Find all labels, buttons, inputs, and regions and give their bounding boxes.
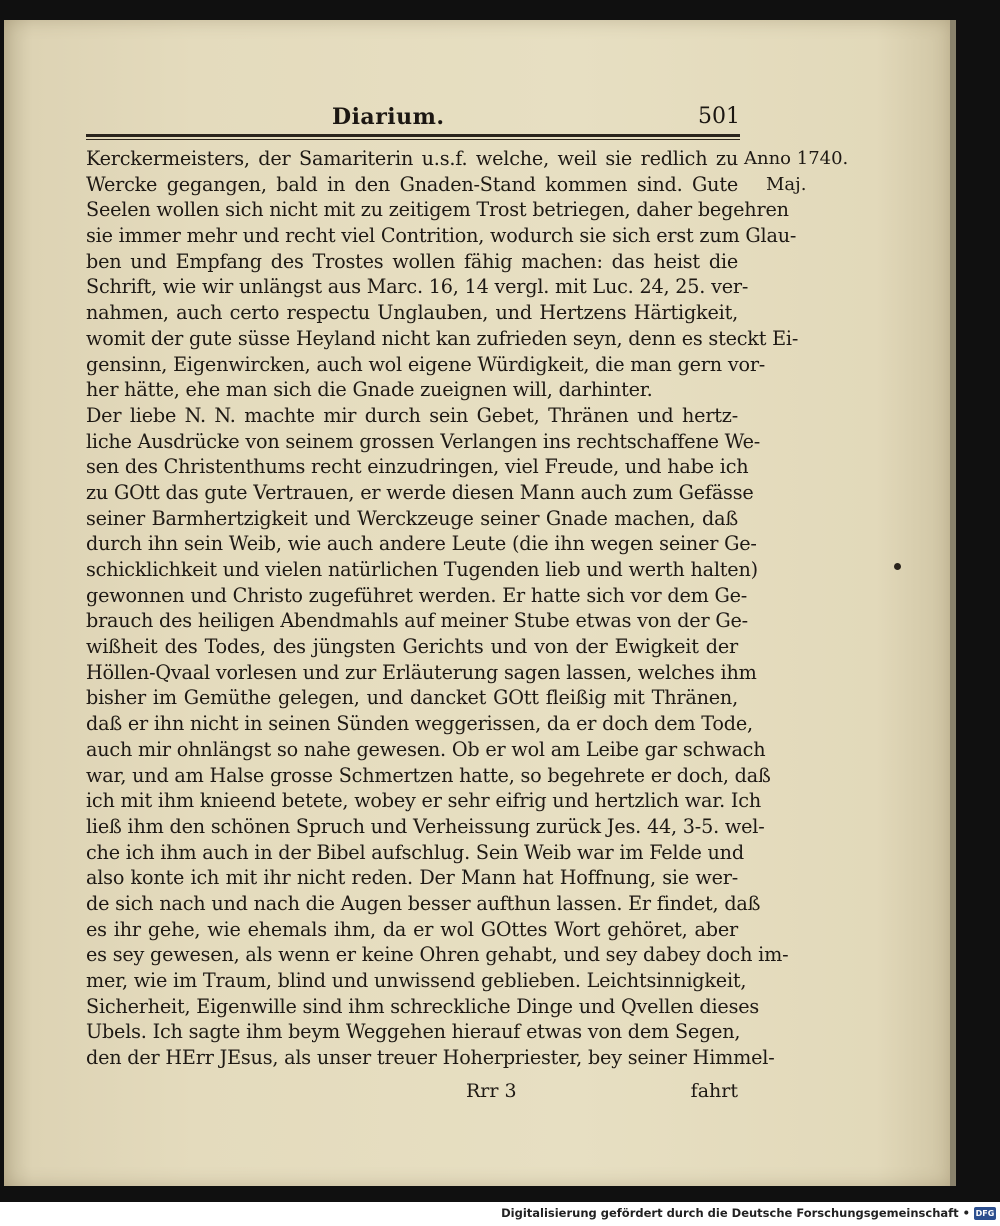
text-line: Der liebe N. N. machte mir durch sein Gebet, Thränen und hertz-: [86, 403, 738, 427]
text-line: brauch des heiligen Abendmahls auf meiner Stube etwas von der Ge-: [86, 609, 748, 633]
text-line: auch mir ohnlängst so nahe gewesen. Ob er wol am Leibe gar schwach: [86, 737, 766, 761]
text-line: sen des Christenthums recht einzudringen, viel Freude, und habe ich: [86, 455, 749, 479]
text-line: seiner Barmhertzigkeit und Werckzeuge seiner Gnade machen, daß: [86, 506, 738, 530]
text-line: che ich ihm auch in der Bibel aufschlug. Sein Weib war im Felde und: [86, 840, 744, 864]
text-line: Schrift, wie wir unlängst aus Marc. 16, 14 vergl. mit Luc. 24, 25. ver-: [86, 275, 749, 299]
text-line: Wercke gegangen, bald in den Gnaden-Stand kommen sind. Gute: [86, 172, 738, 196]
catchword: fahrt: [690, 1080, 738, 1102]
text-line: Ubels. Ich sagte ihm beym Weggehen hierauf etwas von dem Segen,: [86, 1020, 741, 1044]
text-line: sie immer mehr und recht viel Contrition, wodurch sie sich erst zum Glau-: [86, 224, 797, 248]
header-rule-thin: [86, 139, 740, 140]
margin-month: Maj.: [766, 173, 807, 195]
header-rule: [86, 134, 740, 137]
text-line: ben und Empfang des Trostes wollen fähig machen: das heist die: [86, 249, 738, 273]
ink-speck: [894, 563, 901, 570]
text-line: nahmen, auch certo respectu Unglauben, und Hertzens Härtigkeit,: [86, 301, 738, 325]
text-line: Höllen-Qvaal vorlesen und zur Erläuterung sagen lassen, welches ihm: [86, 660, 757, 684]
text-line: Sicherheit, Eigenwille sind ihm schreckliche Dinge und Qvellen dieses: [86, 994, 760, 1018]
text-line: also konte ich mit ihr nicht reden. Der Mann hat Hoffnung, sie wer-: [86, 866, 738, 890]
text-line: es ihr gehe, wie ehemals ihm, da er wol GOttes Wort gehöret, aber: [86, 917, 738, 941]
credit-bar: [0, 1202, 1000, 1226]
text-line: Kerckermeisters, der Samariterin u.s.f. welche, weil sie redlich zu: [86, 147, 738, 170]
credit-text: Digitalisierung gefördert durch die Deutsche Forschungsgemeinschaft •: [501, 1206, 970, 1220]
text-line: gensinn, Eigenwircken, auch wol eigene Würdigkeit, die man gern vor-: [86, 352, 766, 376]
text-line: gewonnen und Christo zugeführet werden. Er hatte sich vor dem Ge-: [86, 583, 748, 607]
text-line: ließ ihm den schönen Spruch und Verheissung zurück Jes. 44, 3-5. wel-: [86, 814, 765, 838]
dfg-logo[interactable]: DFG: [975, 1209, 995, 1218]
text-line: her hätte, ehe man sich die Gnade zueignen will, darhinter.: [86, 378, 653, 402]
text-line: zu GOtt das gute Vertrauen, er werde diesen Mann auch zum Gefässe: [86, 480, 754, 504]
text-line: daß er ihn nicht in seinen Sünden weggerissen, da er doch dem Tode,: [86, 712, 753, 736]
page-header: [86, 98, 740, 138]
page-footer: [86, 1078, 738, 1108]
signature-mark: Rrr 3: [466, 1080, 517, 1102]
text-line: es sey gewesen, als wenn er keine Ohren gehabt, und sey dabey doch im-: [86, 943, 789, 967]
text-line: bisher im Gemüthe gelegen, und dancket GOtt fleißig mit Thränen,: [86, 686, 738, 710]
text-line: war, und am Halse grosse Schmertzen hatte, so begehrete er doch, daß: [86, 763, 771, 787]
text-line: de sich nach und nach die Augen besser aufthun lassen. Er findet, daß: [86, 891, 761, 915]
text-line: durch ihn sein Weib, wie auch andere Leute (die ihn wegen seiner Ge-: [86, 532, 757, 556]
margin-note: [744, 146, 864, 197]
text-line: ich mit ihm knieend betete, wobey er sehr eifrig und hertzlich war. Ich: [86, 789, 761, 813]
running-title: Diarium.: [332, 104, 445, 130]
text-line: liche Ausdrücke von seinem grossen Verlangen ins rechtschaffene We-: [86, 429, 761, 453]
text-line: Seelen wollen sich nicht mit zu zeitigem Trost betriegen, daher begehren: [86, 198, 789, 222]
text-line: schicklichkeit und vielen natürlichen Tugenden lieb und werth halten): [86, 558, 758, 581]
page-number: 501: [698, 104, 740, 129]
page-edge: [950, 20, 956, 1186]
text-line: den der HErr JEsus, als unser treuer Hoherpriester, bey seiner Himmel-: [86, 1046, 775, 1070]
text-line: wißheit des Todes, des jüngsten Gerichts und von der Ewigkeit der: [86, 635, 738, 659]
text-line: womit der gute süsse Heyland nicht kan zufrieden seyn, denn es steckt Ei-: [86, 326, 799, 350]
text-line: mer, wie im Traum, blind und unwissend geblieben. Leichtsinnigkeit,: [86, 969, 747, 992]
margin-year: Anno 1740.: [744, 148, 849, 169]
